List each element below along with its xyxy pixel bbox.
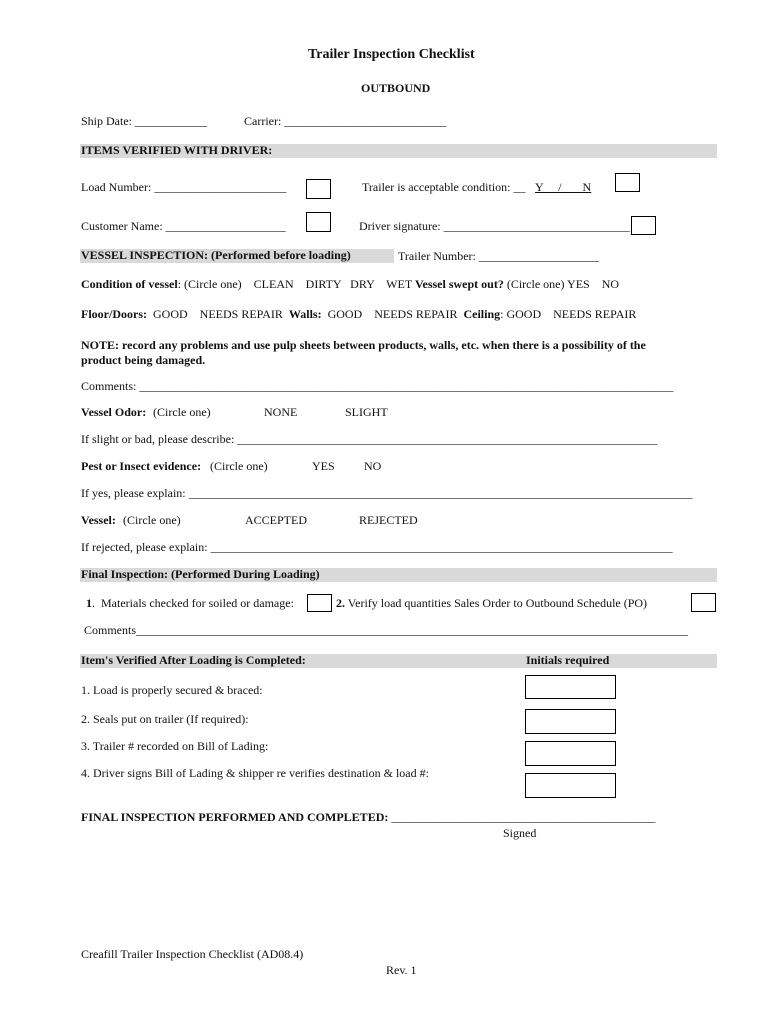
vessel-status-circle: (Circle one) <box>123 513 181 527</box>
odor-slight-option[interactable]: SLIGHT <box>345 405 388 419</box>
condition-label: Condition of vessel <box>81 277 178 291</box>
initials-box-4[interactable] <box>525 773 616 798</box>
pest-yes-option[interactable]: YES <box>312 459 335 473</box>
final-signoff-row <box>81 810 655 825</box>
initials-box-2[interactable] <box>525 709 616 734</box>
after-loading-item-2: 2. Seals put on trailer (If required): <box>81 712 249 726</box>
walls-label: Walls: <box>288 307 322 321</box>
section-driver-band <box>80 144 717 158</box>
final-item-2-checkbox[interactable] <box>691 593 716 612</box>
driver-signature-field[interactable]: Driver signature: _______________________________ <box>359 219 630 233</box>
section-final-band <box>80 568 717 582</box>
note-line-2: product being damaged. <box>81 353 206 367</box>
customer-name-checkbox[interactable] <box>306 212 331 232</box>
final-item-1-text: . Materials checked for soiled or damage: <box>92 596 294 610</box>
section-driver-heading: ITEMS VERIFIED WITH DRIVER: <box>81 143 273 157</box>
driver-signature-checkbox[interactable] <box>631 216 656 235</box>
final-item-1 <box>86 596 294 611</box>
walls-options[interactable]: GOOD NEEDS REPAIR <box>327 307 458 321</box>
after-loading-item-3: 3. Trailer # recorded on Bill of Lading: <box>81 739 269 753</box>
rejected-explain-field[interactable]: If rejected, please explain: _____________________________________________________________________________ <box>81 540 673 554</box>
odor-label: Vessel Odor: <box>81 405 147 419</box>
footer-document-id: Creafill Trailer Inspection Checklist (AD08.4) <box>81 947 304 961</box>
final-signoff-label: FINAL INSPECTION PERFORMED AND COMPLETED: <box>81 810 389 824</box>
swept-label: Vessel swept out? <box>414 277 504 291</box>
trailer-condition-value[interactable]: Y / N <box>535 180 592 194</box>
final-item-2 <box>336 596 647 611</box>
initials-box-3[interactable] <box>525 741 616 766</box>
floor-label: Floor/Doors: <box>81 307 147 321</box>
condition-options[interactable]: : (Circle one) CLEAN DIRTY DRY WET <box>177 277 412 291</box>
vessel-accepted-option[interactable]: ACCEPTED <box>245 513 308 527</box>
initials-box-1[interactable] <box>525 675 616 699</box>
final-item-2-text: Verify load quantities Sales Order to Outbound Schedule (PO) <box>345 596 648 610</box>
odor-circle: (Circle one) <box>153 405 211 419</box>
pest-no-option[interactable]: NO <box>364 459 382 473</box>
section-after-loading-band <box>80 654 717 668</box>
trailer-number-field[interactable]: Trailer Number: ____________________ <box>398 249 599 263</box>
customer-name-field[interactable]: Customer Name: ____________________ <box>81 219 286 233</box>
footer-revision: Rev. 1 <box>386 963 417 977</box>
signed-caption: Signed <box>503 826 537 840</box>
after-loading-item-4: 4. Driver signs Bill of Lading & shipper re verifies destination & load #: <box>81 766 429 780</box>
section-final-heading: Final Inspection: (Performed During Loading) <box>81 567 320 581</box>
final-signoff-line[interactable]: ____________________________________________ <box>388 810 656 824</box>
pest-label: Pest or Insect evidence: <box>81 459 202 473</box>
after-loading-item-1: 1. Load is properly secured & braced: <box>81 683 263 697</box>
floor-options[interactable]: GOOD NEEDS REPAIR <box>152 307 283 321</box>
load-number-field[interactable]: Load Number: ______________________ <box>81 180 287 194</box>
section-vessel-heading: VESSEL INSPECTION: (Performed before loading) <box>81 248 351 262</box>
final-item-1-checkbox[interactable] <box>307 594 332 612</box>
odor-none-option[interactable]: NONE <box>264 405 298 419</box>
ship-date-field[interactable]: Ship Date: ____________ <box>81 114 207 128</box>
page-title: Trailer Inspection Checklist <box>308 47 475 62</box>
trailer-condition-checkbox[interactable] <box>615 173 640 192</box>
page-subtitle: OUTBOUND <box>361 81 431 95</box>
swept-options[interactable]: (Circle one) YES NO <box>503 277 620 291</box>
load-number-checkbox[interactable] <box>306 179 331 199</box>
floor-walls-ceiling-row <box>81 307 636 322</box>
final-item-2-number: 2. <box>336 596 345 610</box>
note-line-1: NOTE: record any problems and use pulp sheets between products, walls, etc. when there is a possibility of the <box>81 338 646 352</box>
pest-circle: (Circle one) <box>210 459 268 473</box>
odor-describe-field[interactable]: If slight or bad, please describe: ______________________________________________________________________ <box>81 432 658 446</box>
pest-explain-field[interactable]: If yes, please explain: ____________________________________________________________________________________ <box>81 486 693 500</box>
ceiling-label: Ceiling <box>463 307 501 321</box>
carrier-field[interactable]: Carrier: ___________________________ <box>244 114 447 128</box>
vessel-status-label: Vessel: <box>81 513 116 527</box>
vessel-comments-field[interactable]: Comments: _________________________________________________________________________________________ <box>81 379 674 393</box>
ceiling-options[interactable]: : GOOD NEEDS REPAIR <box>500 307 637 321</box>
vessel-rejected-option[interactable]: REJECTED <box>359 513 418 527</box>
final-comments-field[interactable]: Comments____________________________________________________________________________________________ <box>84 623 689 637</box>
final-item-1-number: 1 <box>86 596 92 610</box>
vessel-condition-row <box>81 277 619 292</box>
section-after-loading-heading: Item's Verified After Loading is Completed: <box>81 653 306 667</box>
initials-required-heading: Initials required <box>526 653 610 667</box>
section-vessel-band <box>80 249 394 263</box>
trailer-condition-label: Trailer is acceptable condition: __ <box>362 180 526 194</box>
